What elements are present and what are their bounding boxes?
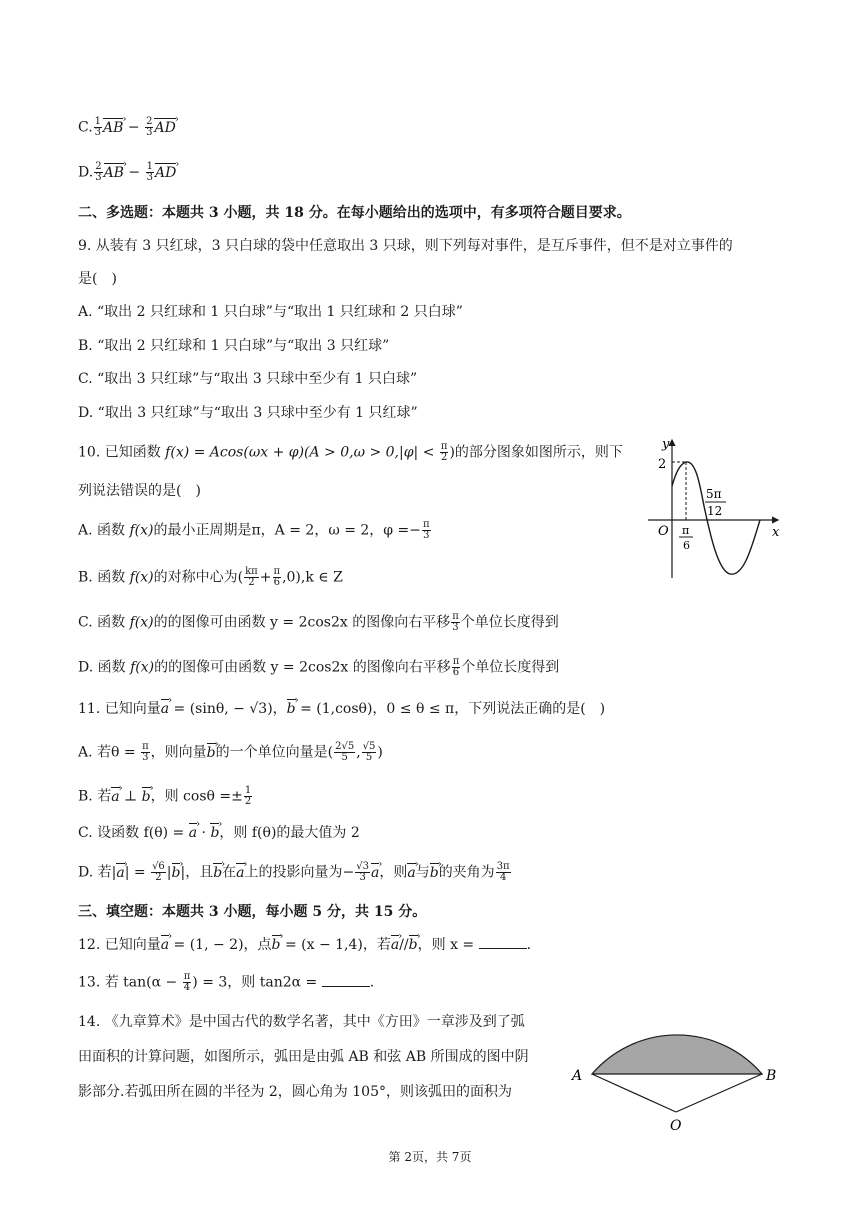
- cosine-curve: [672, 462, 760, 574]
- origin-label: O: [658, 524, 669, 539]
- q9-option-c: C. “取出 3 只红球”与“取出 3 只球中至少有 1 只白球”: [78, 371, 418, 387]
- peak-label: 2: [658, 457, 667, 472]
- section-fill-blank: 三、填空题：本题共 3 小题，每小题 5 分，共 15 分。: [78, 904, 427, 920]
- label-b: B: [766, 1068, 777, 1084]
- tick-pi6-num: π: [682, 524, 690, 537]
- tick-pi6-den: 6: [683, 539, 690, 552]
- option-d: D. $\frac{2}{3}$ AB › − $\frac{1}{3}$ AD ›: [78, 162, 176, 183]
- q10-option-d: D. 函数 f(x)的的图像可由函数 y = 2cos2x 的图像向右平移 $\frac{\pi}{6}$ 个单位长度得到: [78, 656, 560, 678]
- q11-option-b: B. 若a › ⊥ b ›，则 cosθ =± $\frac{1}{2}$: [78, 786, 253, 807]
- q11-option-a: A. 若θ = $\frac{\pi}{3}$ ，则向量b ›的一个单位向量是( $\frac{2√5}{5}$ , $\frac{√5}{5}$ ): [78, 742, 383, 763]
- page-footer: 第 2页，共 7页: [388, 1150, 472, 1164]
- answer-blank: [479, 936, 527, 949]
- q9-stem-line1: 9. 从装有 3 只红球，3 只白球的袋中任意取出 3 只球，则下列每对事件，是互斥事件，但不是对立事件的: [78, 238, 733, 254]
- label-o: O: [670, 1118, 682, 1134]
- q10-option-b: B. 函数 f(x)的对称中心为( $\frac{k\pi}{2}$ + $\frac{\pi}{6}$ ,0),k ∈ Z: [78, 566, 343, 588]
- q14-line3: 影部分.若弧田所在圆的半径为 2，圆心角为 105°，则该弧田的面积为: [78, 1084, 512, 1100]
- q9-option-d: D. “取出 3 只红球”与“取出 3 只球中至少有 1 只红球”: [78, 405, 418, 421]
- q10-option-c: C. 函数 f(x)的的图像可由函数 y = 2cos2x 的图像向右平移 $\frac{\pi}{3}$ 个单位长度得到: [78, 611, 559, 633]
- q9-stem-line2: 是( ): [78, 271, 117, 287]
- q11-option-d: D. 若|a ›| = $\frac{√6}{2}$ |b ›|，且b ›在a ›上的投影向量为− $\frac{√3}{3}$ a ›，则a ›与b ›的夹角为 $\frac{3\pi}{4}$: [78, 862, 512, 883]
- y-axis-label: y: [662, 437, 670, 452]
- q13: 13. 若 tan(α − $\frac{\pi}{4}$ ) = 3，则 tan2α = .: [78, 971, 375, 993]
- q14-line1: 14. 《九章算术》是中国古代的数学名著，其中《方田》一章涉及到了弧: [78, 1014, 525, 1030]
- q9-option-a: A. “取出 2 只红球和 1 只白球”与“取出 1 只红球和 2 只白球”: [78, 304, 463, 320]
- section-multi-choice: 二、多选题：本题共 3 小题，共 18 分。在每小题给出的选项中，有多项符合题目要求。: [78, 205, 631, 221]
- q12: 12. 已知向量a › = (1, − 2)，点b › = (x − 1,4)，若a ›//b ›，则 x = .: [78, 935, 531, 955]
- q10-option-a: A. 函数 f(x)的最小正周期是π，A = 2，ω = 2，φ =− $\frac{\pi}{3}$: [78, 519, 430, 541]
- arc-field-figure: [568, 1004, 788, 1134]
- tick-5pi12-den: 12: [707, 504, 723, 518]
- q10-stem-line1: 10. 已知函数 f(x) = Acos(ωx + φ)(A > 0,ω > 0,|φ| < $\frac{\pi}{2}$ )的部分图象如图所示，则下: [78, 441, 623, 463]
- option-c: C. $\frac{1}{3}$ AB › − $\frac{2}{3}$ AD ›: [78, 117, 176, 138]
- x-axis-label: x: [772, 525, 780, 540]
- q9-option-b: B. “取出 2 只红球和 1 只白球”与“取出 3 只红球”: [78, 338, 390, 354]
- label-a: A: [572, 1068, 583, 1084]
- q10-stem-line2: 列说法错误的是( ): [78, 483, 201, 499]
- q14-line2: 田面积的计算问题，如图所示，弧田是由弧 AB 和弦 AB 所围成的图中阴: [78, 1049, 529, 1065]
- q11-stem: 11. 已知向量a › = (sinθ, − √3)，b › = (1,cosθ)，0 ≤ θ ≤ π，下列说法正确的是( ): [78, 699, 605, 719]
- tick-5pi12-num: 5π: [706, 487, 722, 501]
- shaded-segment: [592, 1035, 762, 1074]
- q10-cosine-graph: [648, 436, 788, 586]
- answer-blank: [322, 974, 370, 987]
- q11-option-c: C. 设函数 f(θ) = a › · b ›，则 f(θ)的最大值为 2: [78, 823, 360, 843]
